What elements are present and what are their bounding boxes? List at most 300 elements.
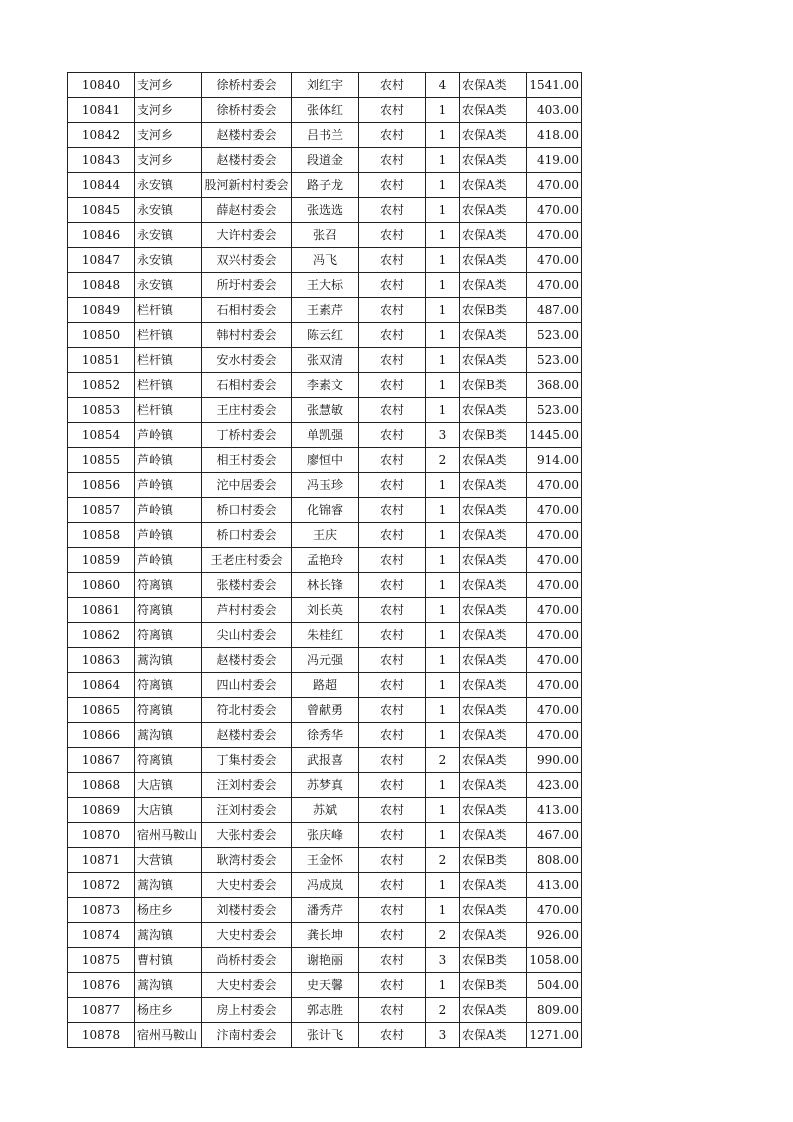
amount-cell: 470.00 bbox=[527, 623, 582, 648]
person-name-cell: 朱桂红 bbox=[292, 623, 359, 648]
insurance-category-cell: 农保A类 bbox=[460, 98, 527, 123]
household-count-cell: 1 bbox=[426, 798, 460, 823]
village-committee-cell: 赵楼村委会 bbox=[202, 723, 292, 748]
area-type-cell: 农村 bbox=[359, 398, 426, 423]
town-cell: 芦岭镇 bbox=[135, 448, 202, 473]
area-type-cell: 农村 bbox=[359, 223, 426, 248]
area-type-cell: 农村 bbox=[359, 598, 426, 623]
person-name-cell: 张慧敏 bbox=[292, 398, 359, 423]
village-committee-cell: 桥口村委会 bbox=[202, 498, 292, 523]
area-type-cell: 农村 bbox=[359, 723, 426, 748]
person-name-cell: 刘红宇 bbox=[292, 73, 359, 98]
town-cell: 芦岭镇 bbox=[135, 423, 202, 448]
town-cell: 大营镇 bbox=[135, 848, 202, 873]
amount-cell: 419.00 bbox=[527, 148, 582, 173]
area-type-cell: 农村 bbox=[359, 823, 426, 848]
person-name-cell: 路超 bbox=[292, 673, 359, 698]
person-name-cell: 谢艳丽 bbox=[292, 948, 359, 973]
town-cell: 永安镇 bbox=[135, 223, 202, 248]
person-name-cell: 龚长坤 bbox=[292, 923, 359, 948]
town-cell: 蒿沟镇 bbox=[135, 923, 202, 948]
household-count-cell: 1 bbox=[426, 273, 460, 298]
person-name-cell: 吕书兰 bbox=[292, 123, 359, 148]
record-id-cell: 10876 bbox=[68, 973, 135, 998]
insurance-category-cell: 农保A类 bbox=[460, 598, 527, 623]
area-type-cell: 农村 bbox=[359, 98, 426, 123]
record-id-cell: 10866 bbox=[68, 723, 135, 748]
record-id-cell: 10870 bbox=[68, 823, 135, 848]
town-cell: 芦岭镇 bbox=[135, 523, 202, 548]
table-row bbox=[68, 623, 582, 648]
table-row bbox=[68, 448, 582, 473]
person-name-cell: 张召 bbox=[292, 223, 359, 248]
village-committee-cell: 房上村委会 bbox=[202, 998, 292, 1023]
insurance-category-cell: 农保A类 bbox=[460, 348, 527, 373]
area-type-cell: 农村 bbox=[359, 273, 426, 298]
record-id-cell: 10871 bbox=[68, 848, 135, 873]
area-type-cell: 农村 bbox=[359, 848, 426, 873]
table-row bbox=[68, 298, 582, 323]
record-id-cell: 10852 bbox=[68, 373, 135, 398]
household-count-cell: 1 bbox=[426, 773, 460, 798]
village-committee-cell: 赵楼村委会 bbox=[202, 123, 292, 148]
town-cell: 宿州马鞍山 bbox=[135, 823, 202, 848]
insurance-category-cell: 农保A类 bbox=[460, 473, 527, 498]
amount-cell: 470.00 bbox=[527, 723, 582, 748]
table-row bbox=[68, 548, 582, 573]
household-count-cell: 1 bbox=[426, 198, 460, 223]
insurance-category-cell: 农保A类 bbox=[460, 498, 527, 523]
record-id-cell: 10858 bbox=[68, 523, 135, 548]
insurance-category-cell: 农保A类 bbox=[460, 748, 527, 773]
person-name-cell: 张双清 bbox=[292, 348, 359, 373]
insurance-category-cell: 农保A类 bbox=[460, 648, 527, 673]
village-committee-cell: 相王村委会 bbox=[202, 448, 292, 473]
record-id-cell: 10869 bbox=[68, 798, 135, 823]
record-id-cell: 10856 bbox=[68, 473, 135, 498]
town-cell: 支河乡 bbox=[135, 148, 202, 173]
person-name-cell: 冯成岚 bbox=[292, 873, 359, 898]
record-id-cell: 10875 bbox=[68, 948, 135, 973]
household-count-cell: 1 bbox=[426, 148, 460, 173]
table-row bbox=[68, 748, 582, 773]
table-row bbox=[68, 1023, 582, 1048]
person-name-cell: 张庆峰 bbox=[292, 823, 359, 848]
record-id-cell: 10847 bbox=[68, 248, 135, 273]
person-name-cell: 张体红 bbox=[292, 98, 359, 123]
table-row bbox=[68, 398, 582, 423]
table-row bbox=[68, 248, 582, 273]
village-committee-cell: 汪刘村委会 bbox=[202, 773, 292, 798]
town-cell: 永安镇 bbox=[135, 198, 202, 223]
person-name-cell: 冯飞 bbox=[292, 248, 359, 273]
record-id-cell: 10848 bbox=[68, 273, 135, 298]
insurance-category-cell: 农保B类 bbox=[460, 373, 527, 398]
area-type-cell: 农村 bbox=[359, 323, 426, 348]
village-committee-cell: 所圩村委会 bbox=[202, 273, 292, 298]
amount-cell: 470.00 bbox=[527, 173, 582, 198]
insurance-category-cell: 农保A类 bbox=[460, 923, 527, 948]
person-name-cell: 武报喜 bbox=[292, 748, 359, 773]
household-count-cell: 1 bbox=[426, 723, 460, 748]
village-committee-cell: 张楼村委会 bbox=[202, 573, 292, 598]
village-committee-cell: 丁桥村委会 bbox=[202, 423, 292, 448]
town-cell: 支河乡 bbox=[135, 73, 202, 98]
amount-cell: 470.00 bbox=[527, 573, 582, 598]
table-row bbox=[68, 923, 582, 948]
amount-cell: 423.00 bbox=[527, 773, 582, 798]
area-type-cell: 农村 bbox=[359, 423, 426, 448]
amount-cell: 1271.00 bbox=[527, 1023, 582, 1048]
household-count-cell: 1 bbox=[426, 323, 460, 348]
amount-cell: 470.00 bbox=[527, 673, 582, 698]
town-cell: 栏杆镇 bbox=[135, 398, 202, 423]
insurance-category-cell: 农保A类 bbox=[460, 148, 527, 173]
insurance-category-cell: 农保A类 bbox=[460, 1023, 527, 1048]
record-id-cell: 10877 bbox=[68, 998, 135, 1023]
insurance-category-cell: 农保A类 bbox=[460, 723, 527, 748]
area-type-cell: 农村 bbox=[359, 998, 426, 1023]
person-name-cell: 王金怀 bbox=[292, 848, 359, 873]
record-id-cell: 10860 bbox=[68, 573, 135, 598]
amount-cell: 413.00 bbox=[527, 873, 582, 898]
record-id-cell: 10842 bbox=[68, 123, 135, 148]
town-cell: 栏杆镇 bbox=[135, 373, 202, 398]
insurance-category-cell: 农保A类 bbox=[460, 798, 527, 823]
town-cell: 符离镇 bbox=[135, 623, 202, 648]
table-row bbox=[68, 348, 582, 373]
town-cell: 支河乡 bbox=[135, 123, 202, 148]
amount-cell: 470.00 bbox=[527, 223, 582, 248]
town-cell: 永安镇 bbox=[135, 273, 202, 298]
record-id-cell: 10873 bbox=[68, 898, 135, 923]
table-row bbox=[68, 973, 582, 998]
table-row bbox=[68, 873, 582, 898]
village-committee-cell: 韩村村委会 bbox=[202, 323, 292, 348]
village-committee-cell: 大史村委会 bbox=[202, 923, 292, 948]
area-type-cell: 农村 bbox=[359, 523, 426, 548]
town-cell: 符离镇 bbox=[135, 748, 202, 773]
town-cell: 大店镇 bbox=[135, 773, 202, 798]
amount-cell: 990.00 bbox=[527, 748, 582, 773]
area-type-cell: 农村 bbox=[359, 898, 426, 923]
town-cell: 符离镇 bbox=[135, 573, 202, 598]
amount-cell: 403.00 bbox=[527, 98, 582, 123]
amount-cell: 470.00 bbox=[527, 648, 582, 673]
table-row bbox=[68, 148, 582, 173]
insurance-category-cell: 农保A类 bbox=[460, 873, 527, 898]
area-type-cell: 农村 bbox=[359, 698, 426, 723]
area-type-cell: 农村 bbox=[359, 1023, 426, 1048]
area-type-cell: 农村 bbox=[359, 148, 426, 173]
area-type-cell: 农村 bbox=[359, 773, 426, 798]
amount-cell: 418.00 bbox=[527, 123, 582, 148]
table-row bbox=[68, 698, 582, 723]
household-count-cell: 1 bbox=[426, 823, 460, 848]
record-id-cell: 10849 bbox=[68, 298, 135, 323]
household-count-cell: 1 bbox=[426, 623, 460, 648]
area-type-cell: 农村 bbox=[359, 648, 426, 673]
town-cell: 永安镇 bbox=[135, 248, 202, 273]
table-row bbox=[68, 373, 582, 398]
village-committee-cell: 王老庄村委会 bbox=[202, 548, 292, 573]
town-cell: 宿州马鞍山 bbox=[135, 1023, 202, 1048]
insurance-category-cell: 农保A类 bbox=[460, 673, 527, 698]
insurance-category-cell: 农保B类 bbox=[460, 423, 527, 448]
household-count-cell: 2 bbox=[426, 998, 460, 1023]
town-cell: 芦岭镇 bbox=[135, 473, 202, 498]
village-committee-cell: 石相村委会 bbox=[202, 373, 292, 398]
insurance-category-cell: 农保A类 bbox=[460, 573, 527, 598]
household-count-cell: 2 bbox=[426, 748, 460, 773]
village-committee-cell: 徐桥村委会 bbox=[202, 98, 292, 123]
household-count-cell: 3 bbox=[426, 1023, 460, 1048]
amount-cell: 470.00 bbox=[527, 273, 582, 298]
record-id-cell: 10855 bbox=[68, 448, 135, 473]
amount-cell: 1541.00 bbox=[527, 73, 582, 98]
amount-cell: 914.00 bbox=[527, 448, 582, 473]
person-name-cell: 潘秀芹 bbox=[292, 898, 359, 923]
person-name-cell: 王庆 bbox=[292, 523, 359, 548]
household-count-cell: 1 bbox=[426, 398, 460, 423]
insurance-category-cell: 农保A类 bbox=[460, 698, 527, 723]
person-name-cell: 段道金 bbox=[292, 148, 359, 173]
insurance-category-cell: 农保B类 bbox=[460, 298, 527, 323]
record-id-cell: 10874 bbox=[68, 923, 135, 948]
household-count-cell: 1 bbox=[426, 523, 460, 548]
person-name-cell: 冯玉珍 bbox=[292, 473, 359, 498]
household-count-cell: 1 bbox=[426, 473, 460, 498]
village-committee-cell: 大史村委会 bbox=[202, 873, 292, 898]
household-count-cell: 3 bbox=[426, 423, 460, 448]
town-cell: 栏杆镇 bbox=[135, 348, 202, 373]
village-committee-cell: 尚桥村委会 bbox=[202, 948, 292, 973]
amount-cell: 523.00 bbox=[527, 348, 582, 373]
table-row bbox=[68, 573, 582, 598]
roster-body bbox=[68, 73, 582, 1048]
person-name-cell: 李素文 bbox=[292, 373, 359, 398]
insurance-category-cell: 农保B类 bbox=[460, 973, 527, 998]
amount-cell: 1445.00 bbox=[527, 423, 582, 448]
record-id-cell: 10841 bbox=[68, 98, 135, 123]
village-committee-cell: 大张村委会 bbox=[202, 823, 292, 848]
town-cell: 蒿沟镇 bbox=[135, 873, 202, 898]
village-committee-cell: 赵楼村委会 bbox=[202, 648, 292, 673]
household-count-cell: 1 bbox=[426, 373, 460, 398]
village-committee-cell: 符北村委会 bbox=[202, 698, 292, 723]
person-name-cell: 王大标 bbox=[292, 273, 359, 298]
area-type-cell: 农村 bbox=[359, 573, 426, 598]
town-cell: 蒿沟镇 bbox=[135, 648, 202, 673]
person-name-cell: 郭志胜 bbox=[292, 998, 359, 1023]
household-count-cell: 1 bbox=[426, 548, 460, 573]
amount-cell: 523.00 bbox=[527, 323, 582, 348]
area-type-cell: 农村 bbox=[359, 173, 426, 198]
record-id-cell: 10844 bbox=[68, 173, 135, 198]
area-type-cell: 农村 bbox=[359, 298, 426, 323]
table-row bbox=[68, 898, 582, 923]
amount-cell: 926.00 bbox=[527, 923, 582, 948]
village-committee-cell: 刘楼村委会 bbox=[202, 898, 292, 923]
table-row bbox=[68, 998, 582, 1023]
area-type-cell: 农村 bbox=[359, 73, 426, 98]
person-name-cell: 林长锋 bbox=[292, 573, 359, 598]
village-committee-cell: 汴南村委会 bbox=[202, 1023, 292, 1048]
household-count-cell: 1 bbox=[426, 98, 460, 123]
area-type-cell: 农村 bbox=[359, 123, 426, 148]
village-committee-cell: 王庄村委会 bbox=[202, 398, 292, 423]
record-id-cell: 10854 bbox=[68, 423, 135, 448]
amount-cell: 470.00 bbox=[527, 198, 582, 223]
village-committee-cell: 徐桥村委会 bbox=[202, 73, 292, 98]
amount-cell: 413.00 bbox=[527, 798, 582, 823]
insurance-category-cell: 农保B类 bbox=[460, 948, 527, 973]
amount-cell: 470.00 bbox=[527, 898, 582, 923]
table-row bbox=[68, 648, 582, 673]
record-id-cell: 10861 bbox=[68, 598, 135, 623]
village-committee-cell: 股河新村村委会 bbox=[202, 173, 292, 198]
insurance-category-cell: 农保A类 bbox=[460, 623, 527, 648]
amount-cell: 504.00 bbox=[527, 973, 582, 998]
household-count-cell: 1 bbox=[426, 498, 460, 523]
village-committee-cell: 安水村委会 bbox=[202, 348, 292, 373]
table-row bbox=[68, 848, 582, 873]
table-row bbox=[68, 773, 582, 798]
person-name-cell: 曾献勇 bbox=[292, 698, 359, 723]
town-cell: 芦岭镇 bbox=[135, 548, 202, 573]
household-count-cell: 2 bbox=[426, 848, 460, 873]
record-id-cell: 10867 bbox=[68, 748, 135, 773]
table-row bbox=[68, 798, 582, 823]
amount-cell: 809.00 bbox=[527, 998, 582, 1023]
area-type-cell: 农村 bbox=[359, 473, 426, 498]
amount-cell: 368.00 bbox=[527, 373, 582, 398]
insurance-category-cell: 农保A类 bbox=[460, 898, 527, 923]
person-name-cell: 王素芹 bbox=[292, 298, 359, 323]
insurance-category-cell: 农保A类 bbox=[460, 823, 527, 848]
household-count-cell: 3 bbox=[426, 948, 460, 973]
amount-cell: 487.00 bbox=[527, 298, 582, 323]
village-committee-cell: 大许村委会 bbox=[202, 223, 292, 248]
village-committee-cell: 双兴村委会 bbox=[202, 248, 292, 273]
insurance-category-cell: 农保A类 bbox=[460, 223, 527, 248]
town-cell: 符离镇 bbox=[135, 598, 202, 623]
town-cell: 芦岭镇 bbox=[135, 498, 202, 523]
village-committee-cell: 四山村委会 bbox=[202, 673, 292, 698]
person-name-cell: 史天馨 bbox=[292, 973, 359, 998]
insurance-category-cell: 农保A类 bbox=[460, 273, 527, 298]
area-type-cell: 农村 bbox=[359, 798, 426, 823]
insurance-category-cell: 农保A类 bbox=[460, 548, 527, 573]
amount-cell: 808.00 bbox=[527, 848, 582, 873]
area-type-cell: 农村 bbox=[359, 623, 426, 648]
record-id-cell: 10850 bbox=[68, 323, 135, 348]
town-cell: 杨庄乡 bbox=[135, 898, 202, 923]
household-count-cell: 1 bbox=[426, 298, 460, 323]
household-count-cell: 1 bbox=[426, 123, 460, 148]
insurance-category-cell: 农保A类 bbox=[460, 398, 527, 423]
person-name-cell: 苏斌 bbox=[292, 798, 359, 823]
household-count-cell: 2 bbox=[426, 923, 460, 948]
person-name-cell: 徐秀华 bbox=[292, 723, 359, 748]
table-row bbox=[68, 673, 582, 698]
person-name-cell: 孟艳玲 bbox=[292, 548, 359, 573]
amount-cell: 470.00 bbox=[527, 523, 582, 548]
roster-table bbox=[67, 72, 582, 1048]
town-cell: 蒿沟镇 bbox=[135, 973, 202, 998]
record-id-cell: 10845 bbox=[68, 198, 135, 223]
person-name-cell: 廖恒中 bbox=[292, 448, 359, 473]
town-cell: 栏杆镇 bbox=[135, 298, 202, 323]
table-row bbox=[68, 123, 582, 148]
household-count-cell: 1 bbox=[426, 698, 460, 723]
amount-cell: 470.00 bbox=[527, 498, 582, 523]
record-id-cell: 10853 bbox=[68, 398, 135, 423]
area-type-cell: 农村 bbox=[359, 973, 426, 998]
area-type-cell: 农村 bbox=[359, 748, 426, 773]
village-committee-cell: 桥口村委会 bbox=[202, 523, 292, 548]
insurance-category-cell: 农保A类 bbox=[460, 998, 527, 1023]
household-count-cell: 1 bbox=[426, 648, 460, 673]
area-type-cell: 农村 bbox=[359, 873, 426, 898]
record-id-cell: 10863 bbox=[68, 648, 135, 673]
amount-cell: 523.00 bbox=[527, 398, 582, 423]
table-row bbox=[68, 723, 582, 748]
town-cell: 栏杆镇 bbox=[135, 323, 202, 348]
insurance-category-cell: 农保A类 bbox=[460, 523, 527, 548]
town-cell: 大店镇 bbox=[135, 798, 202, 823]
record-id-cell: 10862 bbox=[68, 623, 135, 648]
amount-cell: 470.00 bbox=[527, 548, 582, 573]
person-name-cell: 陈云红 bbox=[292, 323, 359, 348]
household-count-cell: 1 bbox=[426, 673, 460, 698]
person-name-cell: 路子龙 bbox=[292, 173, 359, 198]
table-row bbox=[68, 98, 582, 123]
record-id-cell: 10840 bbox=[68, 73, 135, 98]
village-committee-cell: 耿湾村委会 bbox=[202, 848, 292, 873]
village-committee-cell: 赵楼村委会 bbox=[202, 148, 292, 173]
table-row bbox=[68, 523, 582, 548]
village-committee-cell: 石相村委会 bbox=[202, 298, 292, 323]
village-committee-cell: 薛赵村委会 bbox=[202, 198, 292, 223]
area-type-cell: 农村 bbox=[359, 198, 426, 223]
insurance-category-cell: 农保A类 bbox=[460, 123, 527, 148]
record-id-cell: 10851 bbox=[68, 348, 135, 373]
household-count-cell: 1 bbox=[426, 898, 460, 923]
amount-cell: 470.00 bbox=[527, 698, 582, 723]
area-type-cell: 农村 bbox=[359, 373, 426, 398]
town-cell: 符离镇 bbox=[135, 698, 202, 723]
record-id-cell: 10878 bbox=[68, 1023, 135, 1048]
village-committee-cell: 芦村村委会 bbox=[202, 598, 292, 623]
area-type-cell: 农村 bbox=[359, 948, 426, 973]
town-cell: 永安镇 bbox=[135, 173, 202, 198]
household-count-cell: 1 bbox=[426, 973, 460, 998]
record-id-cell: 10859 bbox=[68, 548, 135, 573]
table-row bbox=[68, 198, 582, 223]
village-committee-cell: 汪刘村委会 bbox=[202, 798, 292, 823]
household-count-cell: 4 bbox=[426, 73, 460, 98]
household-count-cell: 1 bbox=[426, 173, 460, 198]
person-name-cell: 化锦睿 bbox=[292, 498, 359, 523]
household-count-cell: 1 bbox=[426, 223, 460, 248]
town-cell: 曹村镇 bbox=[135, 948, 202, 973]
household-count-cell: 2 bbox=[426, 448, 460, 473]
town-cell: 杨庄乡 bbox=[135, 998, 202, 1023]
person-name-cell: 张计飞 bbox=[292, 1023, 359, 1048]
record-id-cell: 10843 bbox=[68, 148, 135, 173]
amount-cell: 470.00 bbox=[527, 248, 582, 273]
